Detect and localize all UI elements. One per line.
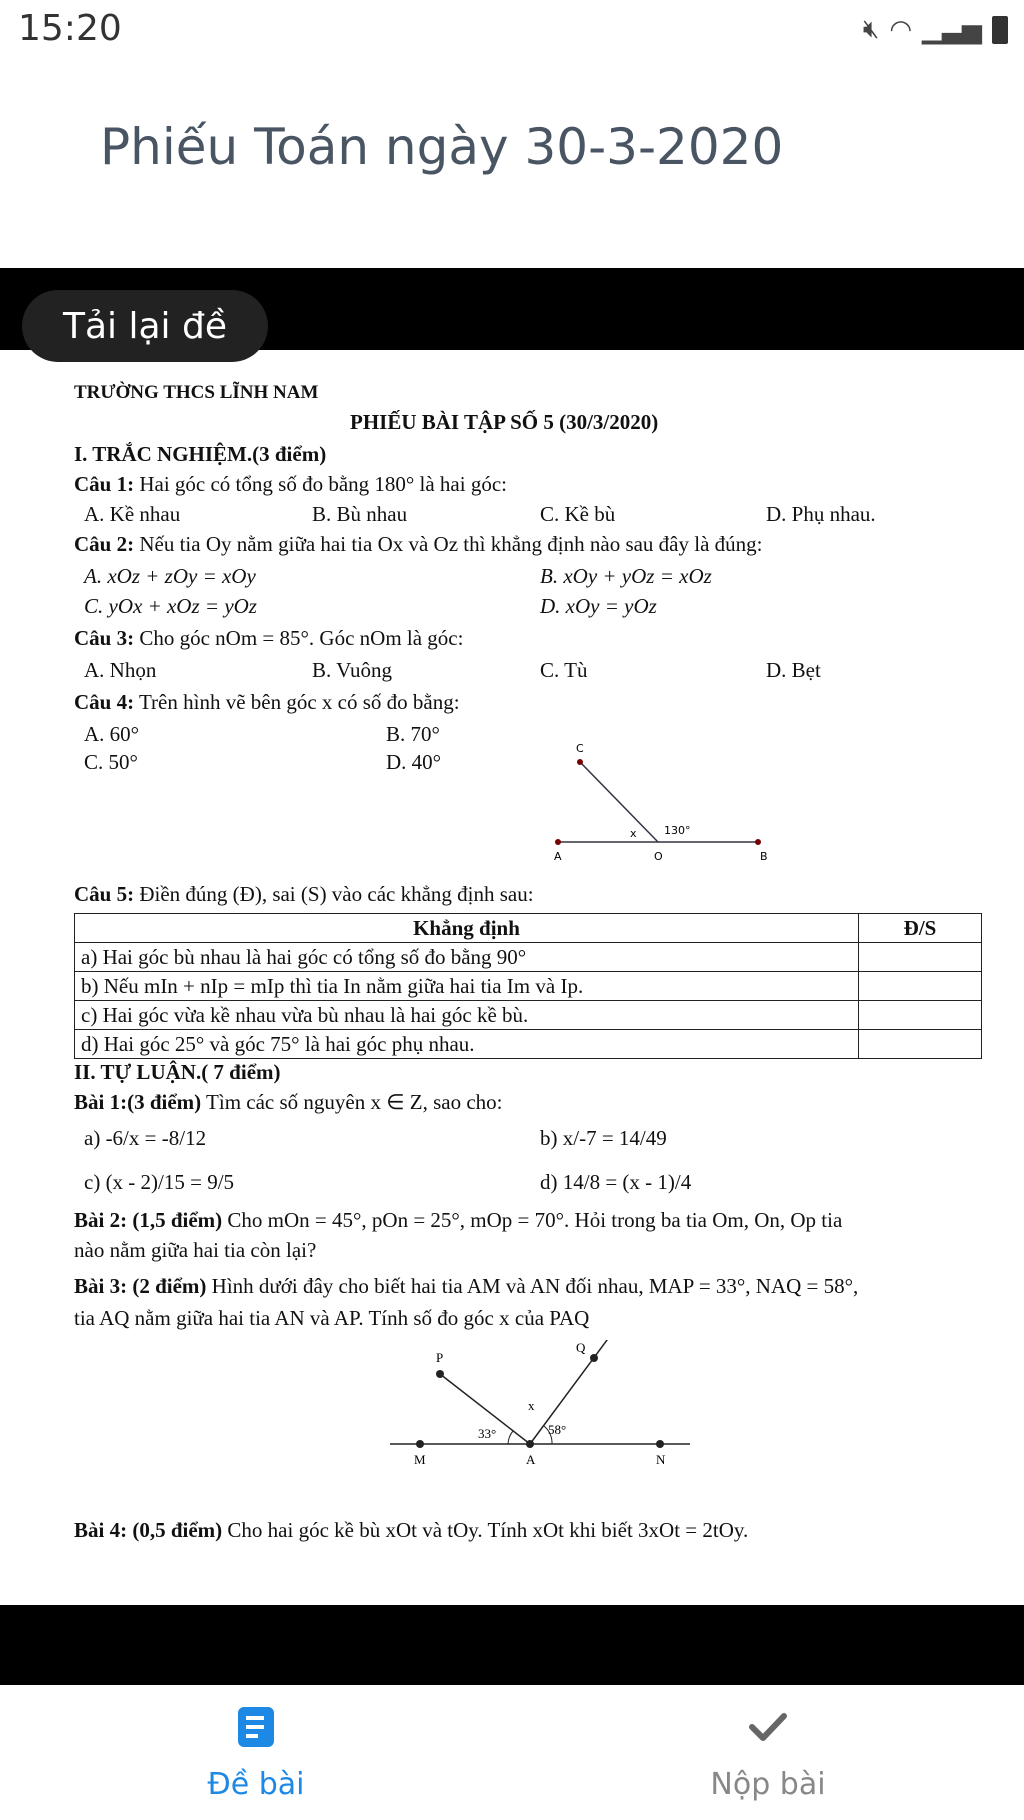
q2: Câu 2: Nếu tia Oy nằm giữa hai tia Ox và Oz thì khẳng định nào sau đây là đúng: (74, 532, 763, 556)
q5-table (74, 913, 982, 1059)
status-bar (0, 0, 1024, 60)
document-icon (236, 1705, 276, 1749)
q4-fig-c: C (576, 742, 584, 755)
status-icons (863, 14, 1008, 45)
answer-cell[interactable] (859, 1001, 982, 1030)
q2-opt-a: A. xOz + zOy = xOy (84, 564, 256, 588)
q4-fig-a: A (554, 850, 562, 863)
b3-line2: tia AQ nằm giữa hai tia AN và AP. Tính số đo góc x của PAQ (74, 1306, 590, 1330)
q3-opt-b: B. Vuông (312, 658, 393, 682)
worksheet-heading: PHIẾU BÀI TẬP SỐ 5 (30/3/2020) (350, 410, 659, 434)
tab-nop-bai[interactable] (512, 1685, 1024, 1820)
battery-icon (992, 16, 1008, 44)
tab-nop-bai-label: Nộp bài (710, 1767, 826, 1802)
q4: Câu 4: Trên hình vẽ bên góc x có số đo bằng: (74, 690, 460, 714)
b1-d: d) 14/8 = (x - 1)/4 (540, 1170, 692, 1194)
q3-opt-c: C. Tù (540, 658, 588, 682)
q3-opt-a: A. Nhọn (84, 658, 157, 682)
tab-de-bai-label: Đề bài (207, 1767, 305, 1802)
q2-opt-d: D. xOy = yOz (540, 594, 657, 618)
answer-cell[interactable] (859, 1030, 982, 1059)
b3-fig-n: N (656, 1452, 666, 1467)
q1-opt-c: C. Kề bù (540, 502, 616, 526)
q2-opt-b: B. xOy + yOz = xOz (540, 564, 712, 588)
b3-fig-58: 58° (548, 1422, 567, 1437)
b3-fig-x: x (528, 1398, 535, 1413)
q5-col-ds: Đ/S (859, 914, 982, 943)
mute-icon: 🔇︎ (862, 14, 880, 44)
b1-b: b) x/-7 = 14/49 (540, 1126, 667, 1150)
b3-fig-q: Q (576, 1340, 586, 1355)
q5: Câu 5: Điền đúng (Đ), sai (S) vào các khẳng định sau: (74, 882, 534, 906)
table-row: d) Hai góc 25° và góc 75° là hai góc phụ nhau. (75, 1030, 982, 1059)
b1-c: c) (x - 2)/15 = 9/5 (84, 1170, 235, 1194)
b3-fig-a: A (526, 1452, 536, 1467)
q4-opt-b: B. 70° (386, 722, 440, 746)
status-time: 15:20 (18, 8, 122, 49)
q4-fig-angle: 130° (664, 824, 691, 837)
table-row: a) Hai góc bù nhau là hai góc có tổng số đo bằng 90° (75, 943, 982, 972)
b3-fig-33: 33° (478, 1426, 497, 1441)
b4: Bài 4: (0,5 điểm) Cho hai góc kề bù xOt và tOy. Tính xOt khi biết 3xOt = 2tOy. (74, 1518, 749, 1542)
q4-opt-c: C. 50° (84, 750, 138, 774)
b2: Bài 2: (1,5 điểm) Cho mOn = 45°, pOn = 25°, mOp = 70°. Hỏi trong ba tia Om, On, Op tia (74, 1208, 843, 1232)
reload-button[interactable]: Tải lại đề (22, 290, 268, 362)
q1-opt-d: D. Phụ nhau. (766, 502, 876, 526)
q3: Câu 3: Cho góc nOm = 85°. Góc nOm là góc: (74, 626, 464, 650)
tab-de-bai[interactable] (0, 1685, 512, 1820)
school-name: TRƯỜNG THCS LĨNH NAM (74, 382, 319, 403)
worksheet (0, 370, 1024, 1600)
check-icon (748, 1711, 788, 1743)
q2-opt-c: C. yOx + xOz = yOz (84, 594, 257, 618)
q4-figure (540, 730, 780, 870)
footer-band (0, 1605, 1024, 1685)
q4-fig-b: B (760, 850, 768, 863)
q1-opt-b: B. Bù nhau (312, 502, 408, 526)
answer-cell[interactable] (859, 943, 982, 972)
q5-col-statement: Khẳng định (75, 914, 859, 943)
table-row: c) Hai góc vừa kề nhau vừa bù nhau là hai góc kề bù. (75, 1001, 982, 1030)
table-row: b) Nếu mIn + nIp = mIp thì tia In nằm giữa hai tia Im và Ip. (75, 972, 982, 1001)
b2-line2: nào nằm giữa hai tia còn lại? (74, 1238, 317, 1262)
part2-title: II. TỰ LUẬN.( 7 điểm) (74, 1060, 281, 1084)
wifi-icon: ◠ (889, 14, 912, 45)
q4-opt-a: A. 60° (84, 722, 140, 746)
page-title: Phiếu Toán ngày 30-3-2020 (100, 118, 784, 176)
b3-fig-p: P (436, 1350, 444, 1365)
q1-opt-a: A. Kề nhau (84, 502, 181, 526)
b1: Bài 1:(3 điểm) Tìm các số nguyên x ∈ Z, sao cho: (74, 1090, 503, 1114)
q3-opt-d: D. Bẹt (766, 658, 821, 682)
b1-a: a) -6/x = -8/12 (84, 1126, 207, 1150)
b3-figure (380, 1340, 700, 1500)
b3: Bài 3: (2 điểm) Hình dưới đây cho biết hai tia AM và AN đối nhau, MAP = 33°, NAQ = 58°, (74, 1274, 859, 1298)
q4-opt-d: D. 40° (386, 750, 442, 774)
b3-fig-m: M (414, 1452, 426, 1467)
part1-title: I. TRẮC NGHIỆM.(3 điểm) (74, 442, 327, 466)
q1: Câu 1: Hai góc có tổng số đo bằng 180° là hai góc: (74, 472, 507, 496)
signal-icon: ▁▃▅ (922, 14, 982, 45)
q4-fig-o: O (654, 850, 663, 863)
q4-fig-x: x (630, 827, 637, 840)
bottom-tab-bar (0, 1685, 1024, 1820)
answer-cell[interactable] (859, 972, 982, 1001)
